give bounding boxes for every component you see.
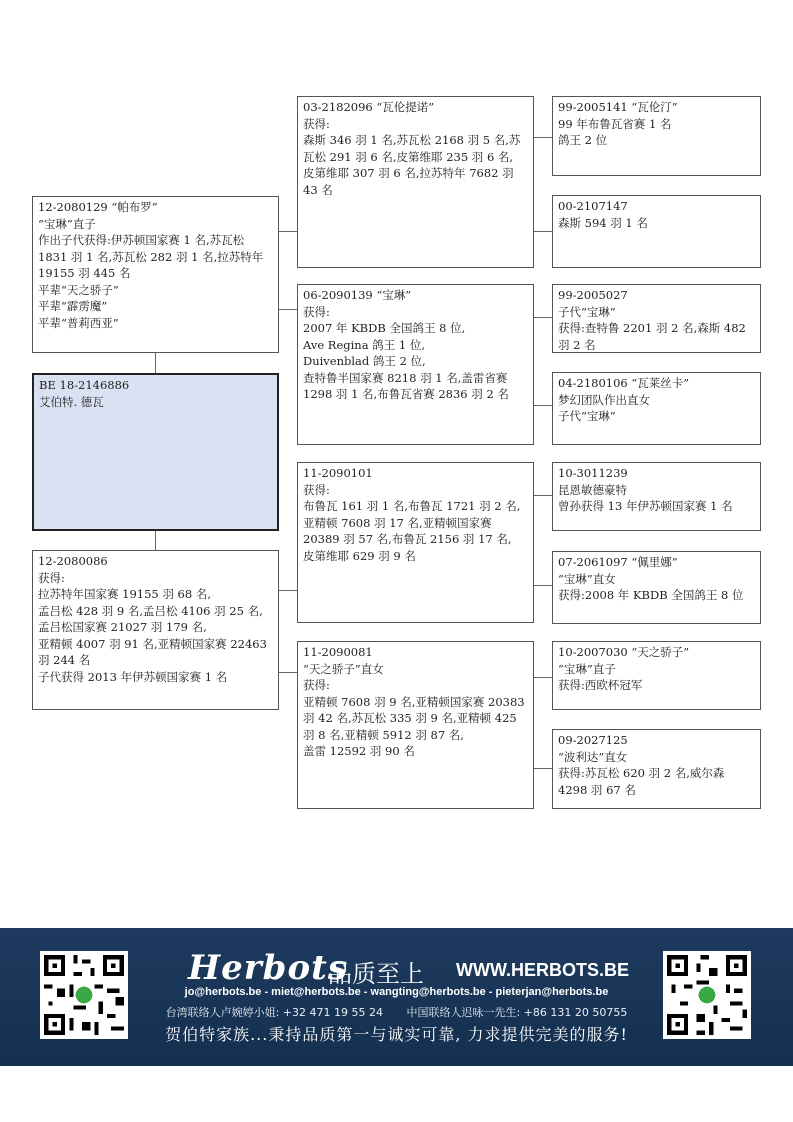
email-contacts[interactable]: jo@herbots.be - miet@herbots.be - wangting@herbots.be - pieterjan@herbots.be bbox=[184, 986, 609, 998]
sire-dam-info: 2007 年 KBDB 全国鸽王 8 位, bbox=[303, 321, 466, 335]
sire-dam-info: Ave Regina 鸽王 1 位, bbox=[303, 337, 426, 352]
ssd-box bbox=[552, 195, 761, 268]
connector bbox=[155, 530, 156, 551]
sire-sire-box bbox=[297, 96, 534, 268]
sds-info: 获得:查特鲁 2201 羽 2 名,森斯 482 羽 2 名 bbox=[558, 321, 746, 352]
qr-code-right[interactable] bbox=[663, 951, 751, 1039]
ssd-ring: 00-2107147 bbox=[558, 199, 628, 213]
sss-box bbox=[552, 96, 761, 176]
tagline: 贺伯特家族...秉持品质第一与诚实可靠, 力求提供完美的服务! bbox=[165, 1025, 628, 1044]
sire-sire-info: 森斯 346 羽 1 名,苏瓦松 2168 羽 5 名,苏瓦松 291 羽 6 名,皮第维耶 235 羽 6 名, bbox=[303, 133, 521, 164]
dam-sire-ring: 11-2090101 bbox=[303, 466, 373, 480]
connector bbox=[533, 768, 552, 769]
subject-ring: BE 18-2146886 bbox=[39, 378, 130, 392]
dam-sire-info: 布鲁瓦 161 羽 1 名,布鲁瓦 1721 羽 2 名,亚精顿 7608 羽 17 名,亚精顿国家赛 20389 羽 57 名,布鲁瓦 2156 羽 17 名, bbox=[303, 499, 521, 546]
dam-box bbox=[32, 550, 279, 710]
connector bbox=[533, 137, 552, 138]
sdd-ring: 04-2180106 “瓦莱丝卡” bbox=[558, 376, 690, 390]
dsd-info: “宝琳”直女 bbox=[558, 571, 616, 586]
sire-info: 平辈“普莉西亚” bbox=[38, 315, 119, 330]
sire-info: “宝琳”直子 bbox=[38, 216, 96, 231]
dss-info: 昆恩敏德豪特 bbox=[558, 482, 627, 497]
website-link[interactable]: WWW.HERBOTS.BE bbox=[456, 960, 629, 980]
sss-ring: 99-2005141 “瓦伦汀” bbox=[558, 100, 678, 114]
dsd-ring: 07-2061097 “佩里娜” bbox=[558, 555, 678, 569]
ddd-info: 获得:苏瓦松 620 羽 2 名,威尔森 4298 羽 67 名 bbox=[558, 766, 725, 797]
sire-sire-info: 皮第维耶 307 羽 6 名,拉苏特年 7682 羽 43 名 bbox=[303, 166, 514, 197]
brand-row bbox=[188, 948, 628, 988]
contact-taiwan: 台湾联络人卢婉婷小姐: +32 471 19 55 24 bbox=[165, 1006, 383, 1019]
sire-info: 作出子代获得:伊苏顿国家赛 1 名,苏瓦松 1831 羽 1 名,苏瓦松 282 羽 1 名,拉苏特年 19155 羽 445 名 bbox=[38, 233, 264, 280]
dds-ring: 10-2007030 “天之骄子” bbox=[558, 645, 690, 659]
sdd-info: 梦幻团队作出直女 bbox=[558, 392, 650, 407]
sire-sire-info: 获得: bbox=[303, 116, 330, 131]
sdd-info: 子代“宝琳” bbox=[558, 409, 616, 423]
slogan: 品质至上 bbox=[328, 960, 424, 988]
sdd-box bbox=[552, 372, 761, 445]
subject-name: 艾伯特. 德瓦 bbox=[39, 394, 104, 409]
dsd-info: 获得:2008 年 KBDB 全国鸽王 8 位 bbox=[558, 588, 744, 602]
dss-info: 曾孙获得 13 年伊苏顿国家赛 1 名 bbox=[558, 499, 733, 513]
sire-dam-info: 查特鲁半国家赛 8218 羽 1 名,盖雷省赛 1298 羽 1 名,布鲁瓦省赛 2836 羽 2 名 bbox=[303, 370, 509, 401]
dam-dam-info: 亚精顿 7608 羽 9 名,亚精顿国家赛 20383 羽 42 名,苏瓦松 335 羽 9 名,亚精顿 425 羽 8 名,亚精顿 5912 羽 87 名, bbox=[303, 694, 525, 742]
connector bbox=[533, 585, 552, 586]
dss-box bbox=[552, 462, 761, 531]
subject-box bbox=[32, 373, 279, 531]
dam-info: 孟吕松 428 羽 9 名,孟吕松 4106 羽 25 名, bbox=[38, 603, 263, 618]
connector bbox=[533, 405, 552, 406]
dam-dam-info: 盖雷 12592 羽 90 名 bbox=[303, 744, 415, 758]
dam-ring: 12-2080086 bbox=[38, 554, 108, 568]
dam-info: 子代获得 2013 年伊苏顿国家赛 1 名 bbox=[38, 669, 228, 684]
sire-ring: 12-2080129 “帕布罗” bbox=[38, 200, 158, 214]
dam-dam-info: “天之骄子”直女 bbox=[303, 661, 384, 676]
connector bbox=[533, 231, 552, 232]
sds-ring: 99-2005027 bbox=[558, 288, 628, 302]
dds-info: “宝琳”直子 bbox=[558, 661, 616, 676]
ssd-info: 森斯 594 羽 1 名 bbox=[558, 215, 648, 230]
herbots-logo: Herbots bbox=[188, 948, 348, 988]
ddd-box bbox=[552, 729, 761, 809]
dam-dam-box bbox=[297, 641, 534, 809]
connector bbox=[278, 309, 297, 310]
sire-dam-info: 获得: bbox=[303, 304, 330, 319]
dam-info: 拉苏特年国家赛 19155 羽 68 名, bbox=[38, 587, 211, 601]
sds-box bbox=[552, 284, 761, 353]
dam-sire-info: 皮第维耶 629 羽 9 名 bbox=[303, 548, 416, 563]
dam-dam-ring: 11-2090081 bbox=[303, 645, 373, 659]
sire-dam-info: Duivenblad 鸽王 2 位, bbox=[303, 354, 426, 368]
sire-dam-box bbox=[297, 284, 534, 445]
dam-info: 孟吕松国家赛 21027 羽 179 名, bbox=[38, 620, 207, 634]
ddd-ring: 09-2027125 bbox=[558, 733, 628, 747]
dam-info: 亚精顿 4007 羽 91 名,亚精顿国家赛 22463 羽 244 名 bbox=[38, 636, 267, 667]
sire-info: 平辈“天之骄子” bbox=[38, 282, 119, 297]
dds-info: 获得:西欧杯冠军 bbox=[558, 678, 643, 692]
dsd-box bbox=[552, 551, 761, 624]
footer-banner bbox=[0, 928, 793, 1066]
connector bbox=[533, 495, 552, 496]
dam-sire-info: 获得: bbox=[303, 482, 330, 497]
sire-sire-ring: 03-2182096 “瓦伦提诺” bbox=[303, 100, 435, 114]
ddd-info: “波利达”直女 bbox=[558, 749, 628, 764]
contact-china: 中国联络人迟咏一先生: +86 131 20 50755 bbox=[406, 1006, 628, 1019]
connector bbox=[533, 317, 552, 318]
sds-info: 子代“宝琳” bbox=[558, 304, 616, 319]
connector bbox=[278, 590, 297, 591]
dss-ring: 10-3011239 bbox=[558, 466, 628, 480]
connector bbox=[278, 672, 297, 673]
connector bbox=[155, 352, 156, 374]
dam-dam-info: 获得: bbox=[303, 678, 330, 692]
connector bbox=[533, 677, 552, 678]
sire-info: 平辈“霹雳魔” bbox=[38, 299, 108, 313]
sss-info: 99 年布鲁瓦省赛 1 名 bbox=[558, 116, 672, 131]
dam-sire-box bbox=[297, 462, 534, 623]
connector bbox=[278, 231, 297, 232]
sire-dam-ring: 06-2090139 “宝琳” bbox=[303, 288, 412, 302]
dam-info: 获得: bbox=[38, 570, 65, 585]
dds-box bbox=[552, 641, 761, 710]
sss-info: 鸽王 2 位 bbox=[558, 133, 608, 147]
sire-box bbox=[32, 196, 279, 353]
